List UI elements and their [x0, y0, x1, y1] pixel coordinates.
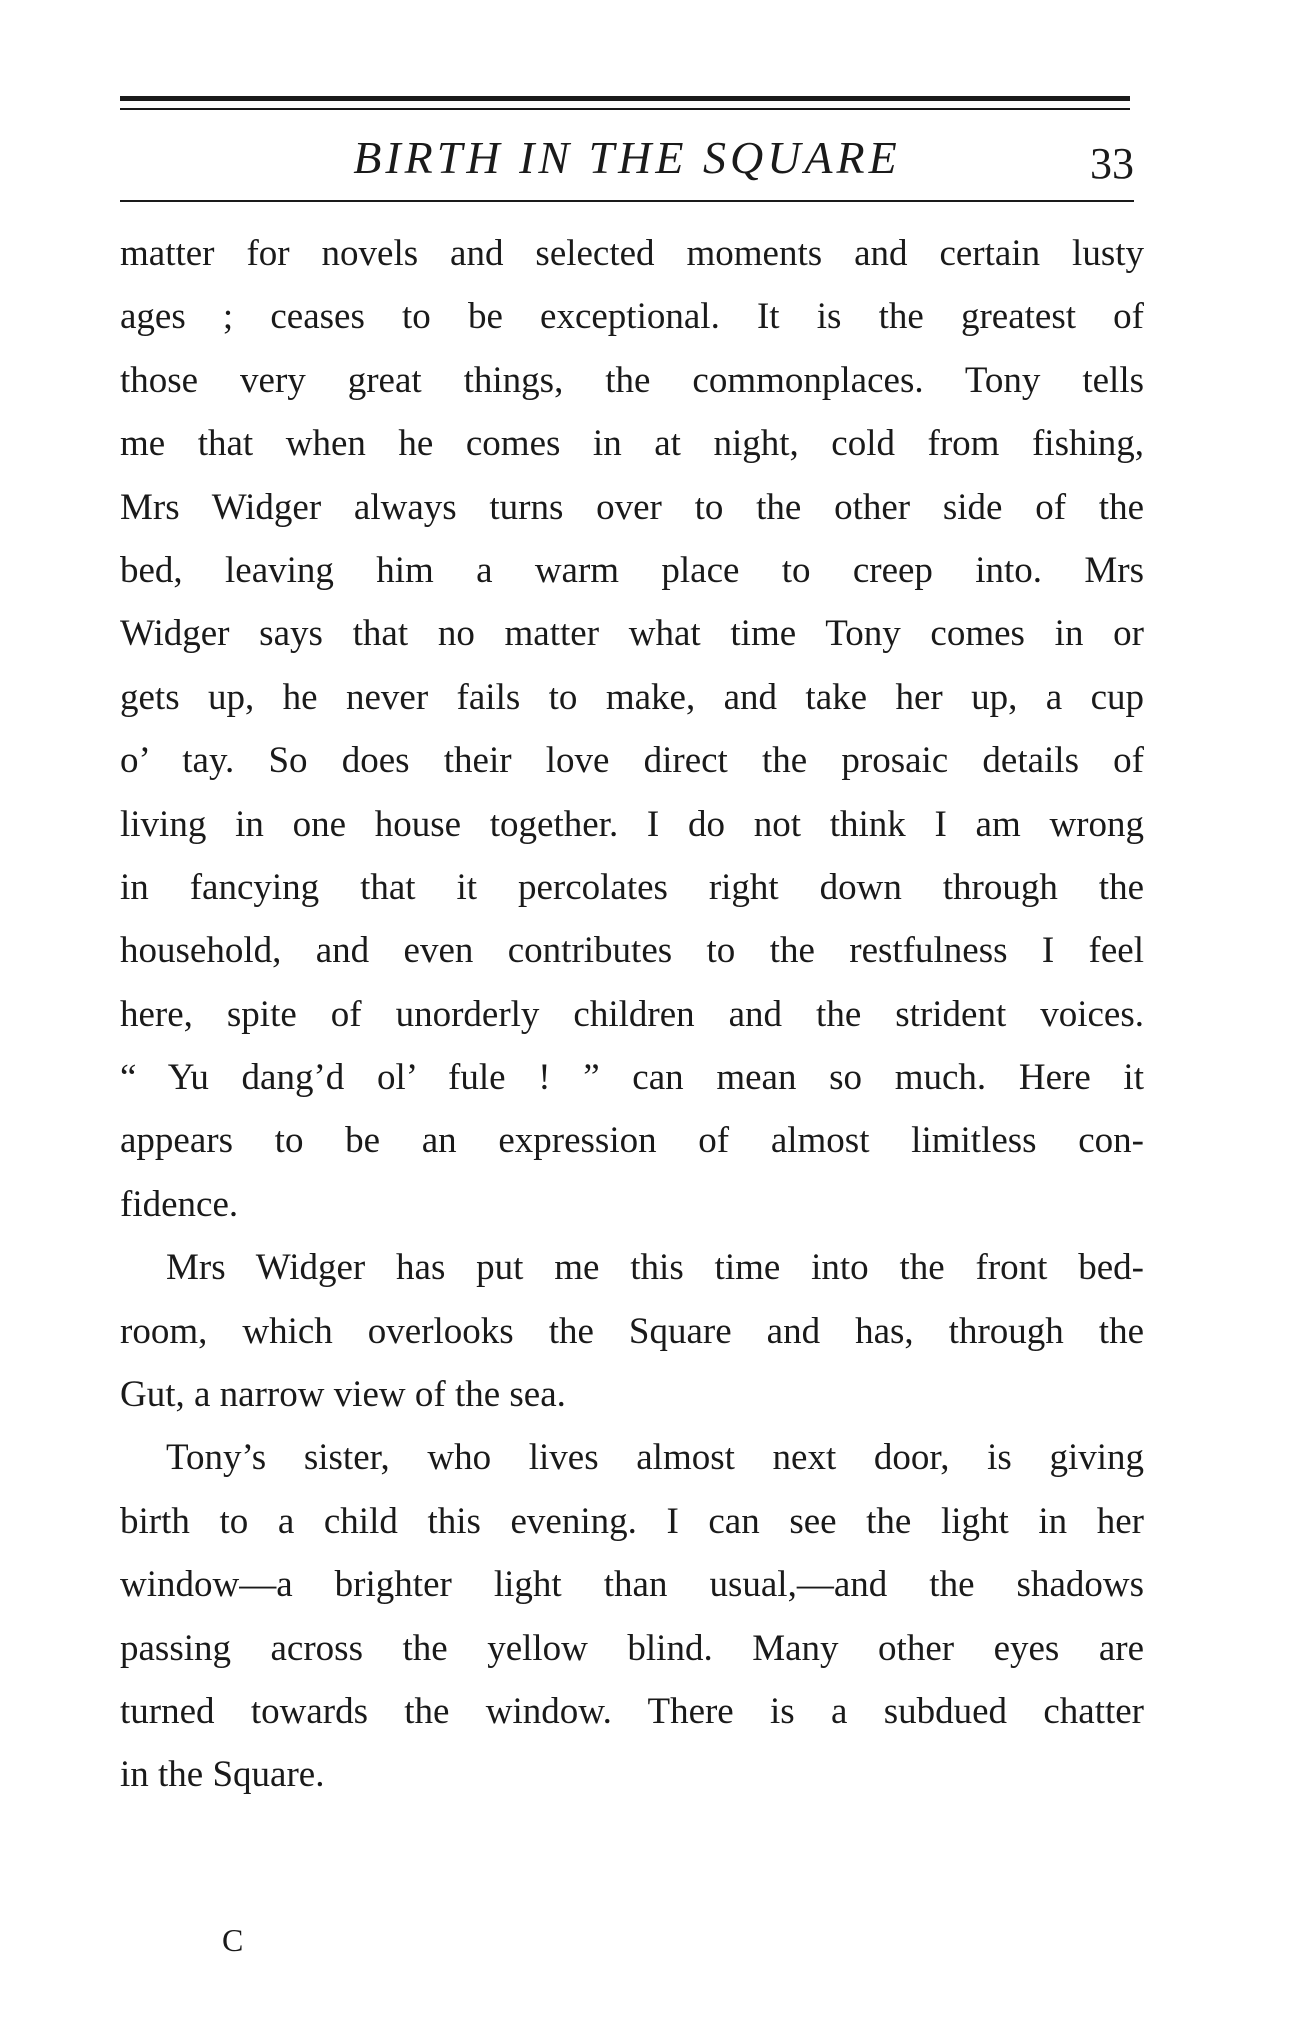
text-line: me that when he comes in at night, cold from fishing,: [120, 423, 1144, 465]
text-line: bed, leaving him a warm place to creep into. Mrs: [120, 549, 1144, 591]
text-line: in fancying that it percolates right down through the: [120, 866, 1144, 908]
text-line: those very great things, the commonplaces. Tony tells: [120, 359, 1144, 401]
header-rule-thin: [120, 108, 1130, 110]
text-line: “ Yu dang’d ol’ fule ! ” can mean so much. Here it: [120, 1057, 1144, 1099]
text-line: passing across the yellow blind. Many other eyes are: [120, 1627, 1144, 1669]
text-line: Mrs Widger always turns over to the other side of the: [120, 486, 1144, 528]
text-line: appears to be an expression of almost limitless con-: [120, 1120, 1144, 1162]
text-line: Widger says that no matter what time Tony comes in or: [120, 613, 1144, 655]
header-rule-under: [120, 200, 1134, 202]
paragraph-start-line: Tony’s sister, who lives almost next door, is giving: [166, 1437, 1144, 1479]
text-line: household, and even contributes to the restfulness I feel: [120, 930, 1144, 972]
text-line: turned towards the window. There is a subdued chatter: [120, 1690, 1144, 1732]
text-line: ages ; ceases to be exceptional. It is the greatest of: [120, 296, 1144, 338]
text-line: fidence.: [120, 1183, 239, 1225]
text-line: in the Square.: [120, 1754, 325, 1796]
signature-mark: C: [222, 1922, 244, 1958]
text-line: living in one house together. I do not think I am wrong: [120, 803, 1144, 845]
text-line: o’ tay. So does their love direct the prosaic details of: [120, 740, 1144, 782]
text-line: room, which overlooks the Square and has, through the: [120, 1310, 1144, 1352]
paragraph-start-line: Mrs Widger has put me this time into the front bed-: [166, 1247, 1144, 1289]
running-title: BIRTH IN THE SQUARE: [353, 132, 901, 183]
text-line: gets up, he never fails to make, and take her up, a cup: [120, 676, 1144, 718]
text-line: window—a brighter light than usual,—and the shadows: [120, 1564, 1144, 1606]
text-line: birth to a child this evening. I can see the light in her: [120, 1500, 1144, 1542]
header-rule-thick: [120, 96, 1130, 101]
body-text: [120, 222, 1144, 1807]
text-line: here, spite of unorderly children and the strident voices.: [120, 993, 1144, 1035]
text-line: matter for novels and selected moments and certain lusty: [120, 233, 1144, 274]
running-head: [120, 128, 1134, 188]
text-line: Gut, a narrow view of the sea.: [120, 1374, 566, 1416]
page-number: 33: [1090, 139, 1134, 188]
